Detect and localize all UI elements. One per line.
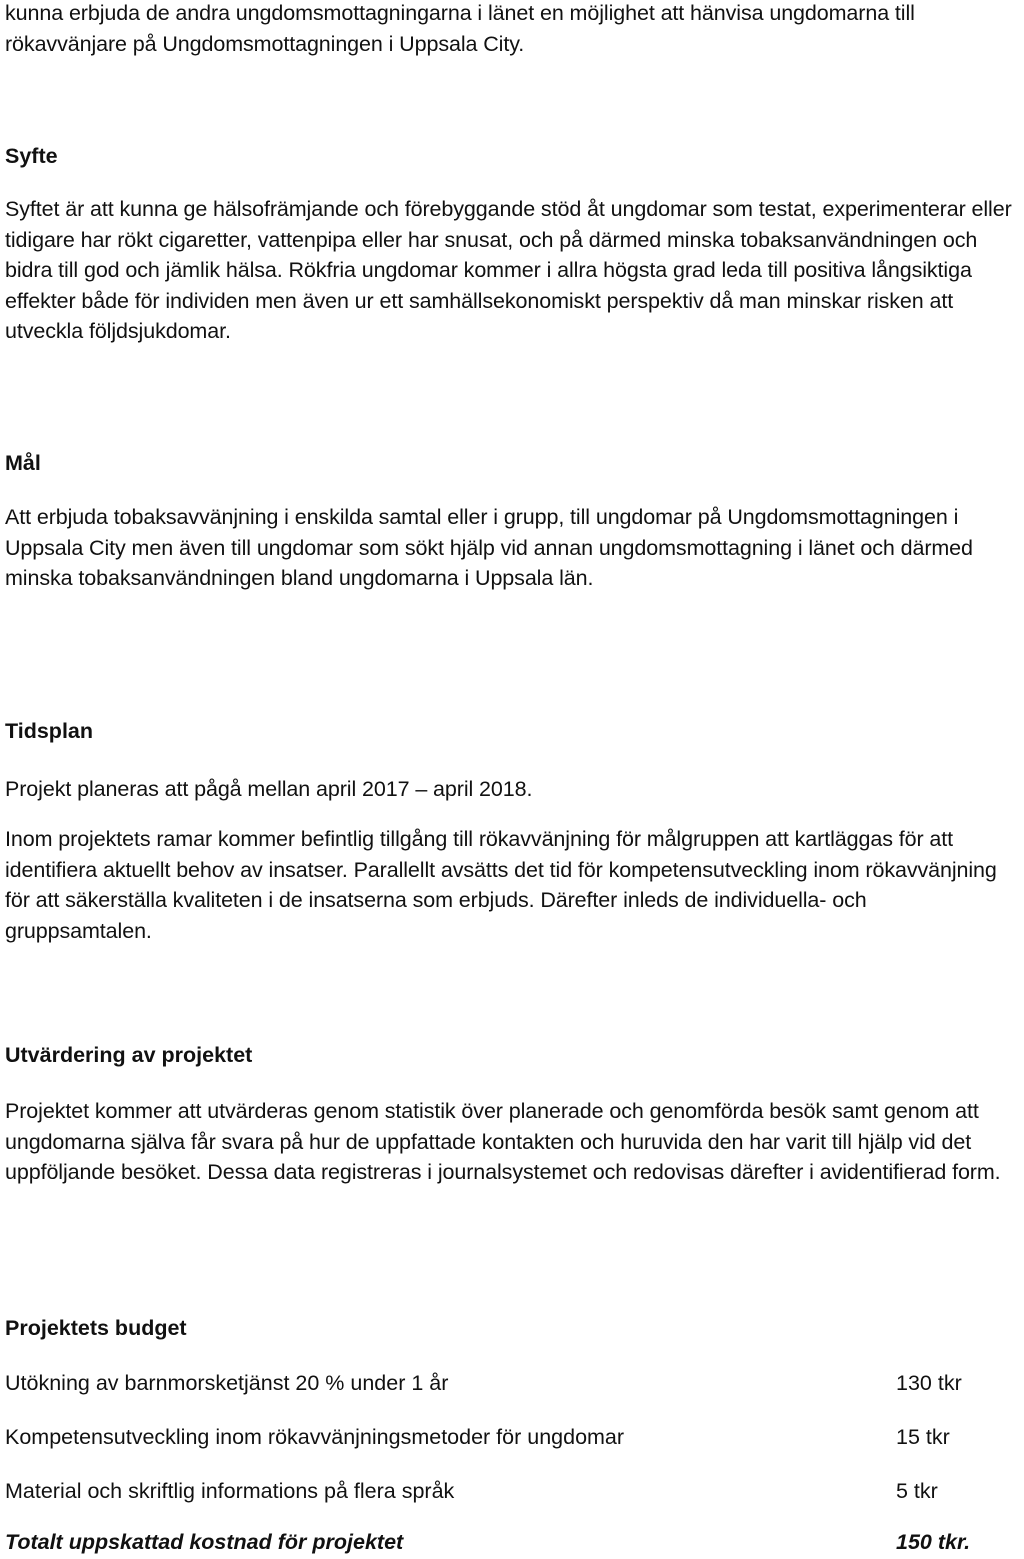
budget-item-amount: 15 tkr bbox=[896, 1425, 950, 1449]
budget-item-label: Material och skriftlig informations på flera språk bbox=[5, 1479, 455, 1503]
budget-row bbox=[5, 1368, 1017, 1398]
tidsplan-paragraph-1: Projekt planeras att pågå mellan april 2017 – april 2018. bbox=[5, 777, 533, 801]
budget-total-row bbox=[5, 1527, 1017, 1557]
budget-row bbox=[5, 1476, 1017, 1506]
mal-paragraph: Att erbjuda tobaksavvänjning i enskilda samtal eller i grupp, till ungdomar på Ungdomsmottagningen i Uppsala City men även till ungdomar som sökt hjälp vid annan ungdomsmottagning i länet och därmed minska tobaksanvändningen bland ungdomarna i Uppsala län. bbox=[5, 505, 973, 590]
budget-total-label: Totalt uppskattad kostnad för projektet bbox=[5, 1530, 404, 1554]
budget-item-amount: 130 tkr bbox=[896, 1371, 962, 1395]
budget-total-amount: 150 tkr. bbox=[896, 1530, 971, 1554]
syfte-paragraph: Syftet är att kunna ge hälsofrämjande och förebyggande stöd åt ungdomar som testat, experimenterar eller tidigare har rökt cigaretter, vattenpipa eller har snusat, och på därmed minska tobaksanvändningen och bidra till god och jämlik hälsa. Rökfria ungdomar kommer i allra högsta grad leda till positiva långsiktiga effekter både för individen men även ur ett samhällsekonomiskt perspektiv då man minskar risken att utveckla följdsjukdomar. bbox=[5, 197, 1012, 343]
heading-utvardering: Utvärdering av projektet bbox=[5, 1043, 253, 1067]
intro-paragraph: kunna erbjuda de andra ungdomsmottagningarna i länet en möjlighet att hänvisa ungdomarna till rökavvänjare på Ungdomsmottagningen i Uppsala City. bbox=[5, 1, 915, 56]
budget-item-amount: 5 tkr bbox=[896, 1479, 938, 1503]
heading-tidsplan: Tidsplan bbox=[5, 719, 94, 743]
heading-mal: Mål bbox=[5, 451, 41, 475]
tidsplan-paragraph-2: Inom projektets ramar kommer befintlig tillgång till rökavvänjning för målgruppen att kartläggas för att identifiera aktuellt behov av insatser. Parallellt avsätts det tid för kompetensutveckling inom rökavvänjning för att säkerställa kvaliteten i de insatserna som erbjuds. Därefter inleds de individuella- och gruppsamtalen. bbox=[5, 827, 997, 943]
budget-item-label: Kompetensutveckling inom rökavvänjningsmetoder för ungdomar bbox=[5, 1425, 625, 1449]
heading-budget: Projektets budget bbox=[5, 1316, 187, 1340]
heading-syfte: Syfte bbox=[5, 144, 58, 168]
budget-item-label: Utökning av barnmorsketjänst 20 % under 1 år bbox=[5, 1371, 449, 1395]
budget-row bbox=[5, 1422, 1017, 1452]
utvardering-paragraph: Projektet kommer att utvärderas genom statistik över planerade och genomförda besök samt genom att ungdomarna själva får svara på hur de uppfattade kontakten och huruvida den har varit till hjälp vid det uppföljande besöket. Dessa data registreras i journalsystemet och redovisas därefter i avidentifierad form. bbox=[5, 1099, 1001, 1184]
